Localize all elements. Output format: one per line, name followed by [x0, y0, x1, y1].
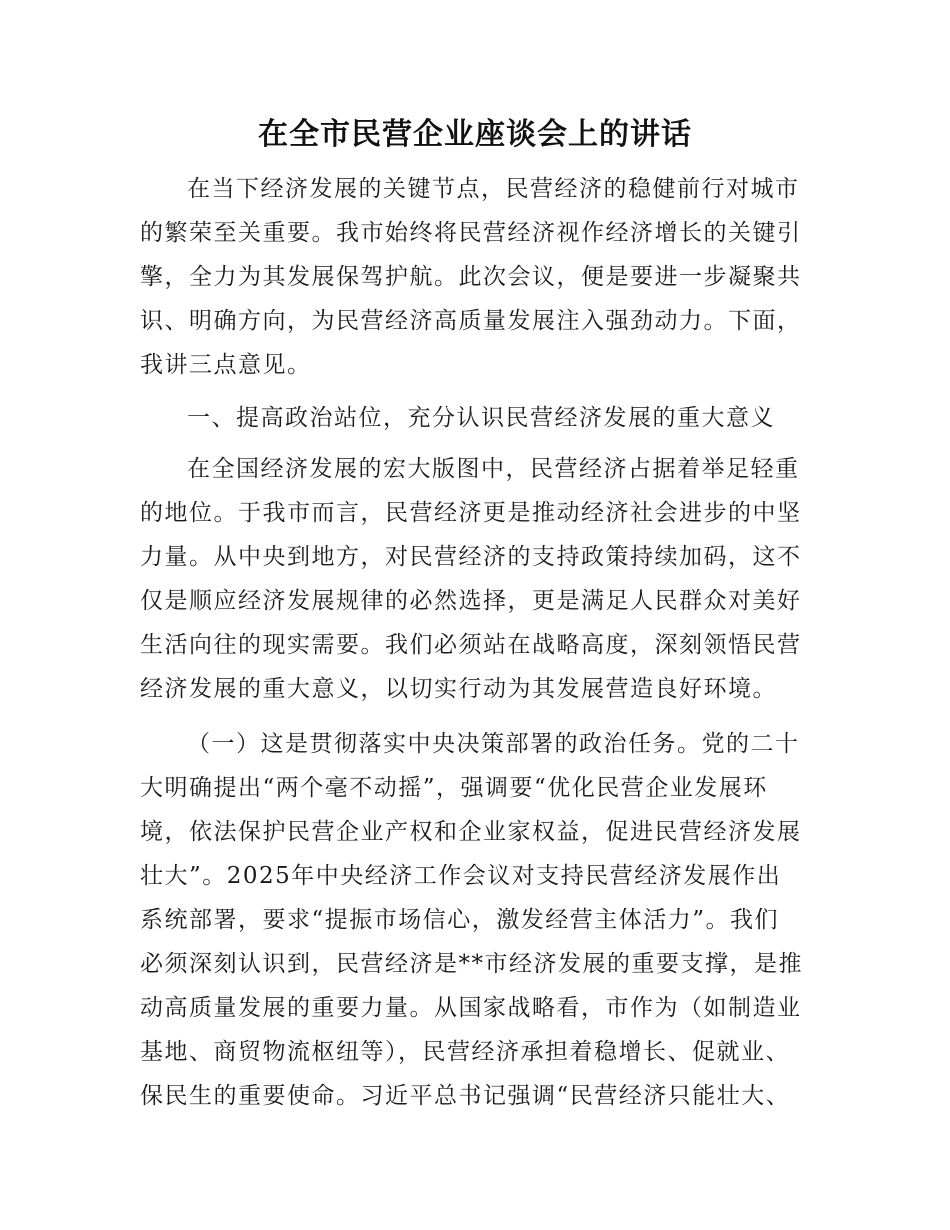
- text-line: 识、明确方向，为民营经济高质量发展注入强劲动力。下面，: [140, 308, 802, 334]
- text-line: 在当下经济发展的关键节点，民营经济的稳健前行对城市: [187, 176, 800, 202]
- text-line: 擎，全力为其发展保驾护航。此次会议，便是要进一步凝聚共: [140, 264, 802, 290]
- text-line: 仅是顺应经济发展规律的必然选择，更是满足人民群众对美好: [140, 588, 802, 614]
- text-line: （一）这是贯彻落实中央决策部署的政治任务。党的二十: [187, 731, 800, 757]
- text-line: 的地位。于我市而言，民营经济更是推动经济社会进步的中坚: [140, 500, 802, 526]
- text-line: 必须深刻认识到，民营经济是**市经济发展的重要支撑，是推: [140, 951, 803, 977]
- section-heading: 一、提高政治站位，充分认识民营经济发展的重大意义: [187, 405, 775, 431]
- text-line: 经济发展的重大意义，以切实行动为其发展营造良好环境。: [140, 676, 777, 702]
- text-line: 生活向往的现实需要。我们必须站在战略高度，深刻领悟民营: [140, 632, 802, 658]
- text-line: 系统部署，要求“提振市场信心，激发经营主体活力”。我们: [140, 907, 780, 933]
- text-line: 保民生的重要使命。习近平总书记强调“民营经济只能壮大、: [140, 1083, 791, 1109]
- document-title: 在全市民营企业座谈会上的讲话: [258, 117, 692, 152]
- text-line: 我讲三点意见。: [140, 352, 312, 378]
- text-line: 在全国经济发展的宏大版图中，民营经济占据着举足轻重: [187, 456, 800, 482]
- text-line: 大明确提出“两个毫不动摇”，强调要“优化民营企业发展环: [140, 775, 768, 801]
- text-line: 壮大”。2025年中央经济工作会议对支持民营经济发展作出: [140, 863, 782, 889]
- text-line: 基地、商贸物流枢纽等），民营经济承担着稳增长、促就业、: [140, 1039, 790, 1065]
- text-line: 境，依法保护民营企业产权和企业家权益，促进民营经济发展: [140, 819, 802, 845]
- text-line: 力量。从中央到地方，对民营经济的支持政策持续加码，这不: [140, 544, 802, 570]
- text-line: 动高质量发展的重要力量。从国家战略看，市作为（如制造业: [140, 995, 802, 1021]
- text-line: 的繁荣至关重要。我市始终将民营经济视作经济增长的关键引: [140, 220, 802, 246]
